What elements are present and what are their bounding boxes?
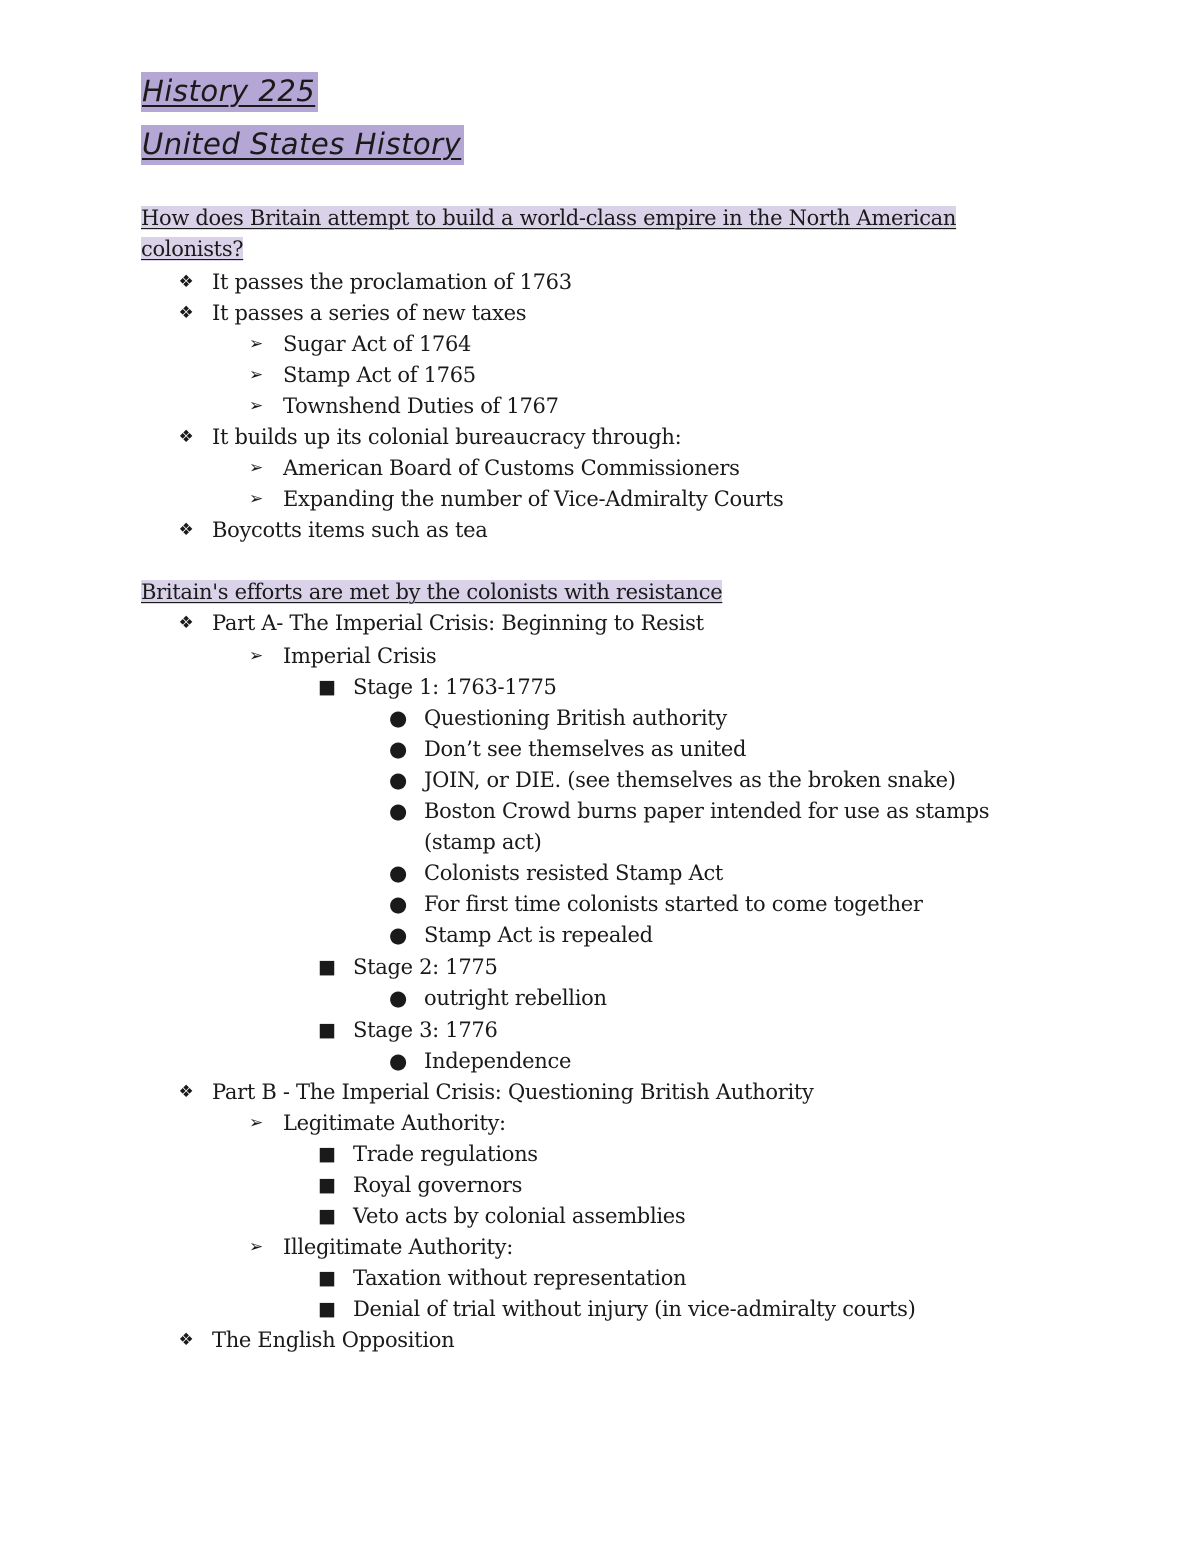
- dot-bullet-icon: ●: [388, 1049, 408, 1073]
- arrow-bullet-icon: ➢: [249, 1237, 263, 1257]
- diamond-bullet-icon: ❖: [178, 1082, 194, 1102]
- list-item-text: Townshend Duties of 1767: [283, 394, 559, 418]
- list-item-text: Stage 2: 1775: [353, 955, 498, 979]
- list-item-text: Part B - The Imperial Crisis: Questioning British Authority: [212, 1080, 814, 1104]
- section2-heading: [141, 577, 1001, 608]
- list-item-text: Veto acts by colonial assemblies: [353, 1204, 686, 1228]
- list-item-text: Don’t see themselves as united: [424, 737, 747, 761]
- square-bullet-icon: ■: [318, 956, 336, 978]
- diamond-bullet-icon: ❖: [178, 272, 194, 292]
- list-item-text: (stamp act): [424, 830, 542, 854]
- arrow-bullet-icon: ➢: [249, 334, 263, 354]
- square-bullet-icon: ■: [318, 1267, 336, 1289]
- diamond-bullet-icon: ❖: [178, 520, 194, 540]
- list-item-text: For first time colonists started to come together: [424, 892, 923, 916]
- list-item-text: JOIN, or DIE. (see themselves as the broken snake): [424, 768, 956, 792]
- arrow-bullet-icon: ➢: [249, 1113, 263, 1133]
- list-item-text: Stamp Act of 1765: [283, 363, 476, 387]
- list-item-text: Royal governors: [353, 1173, 523, 1197]
- list-item-text: It passes a series of new taxes: [212, 301, 527, 325]
- square-bullet-icon: ■: [318, 1174, 336, 1196]
- list-item-text: Imperial Crisis: [283, 644, 437, 668]
- square-bullet-icon: ■: [318, 676, 336, 698]
- dot-bullet-icon: ●: [388, 799, 408, 823]
- square-bullet-icon: ■: [318, 1019, 336, 1041]
- arrow-bullet-icon: ➢: [249, 365, 263, 385]
- list-item-text: Legitimate Authority:: [283, 1111, 506, 1135]
- square-bullet-icon: ■: [318, 1298, 336, 1320]
- diamond-bullet-icon: ❖: [178, 303, 194, 323]
- list-item-text: Trade regulations: [353, 1142, 538, 1166]
- dot-bullet-icon: ●: [388, 923, 408, 947]
- section1-heading: [141, 203, 1001, 265]
- section1-heading-line2: colonists?: [141, 237, 244, 261]
- list-item-text: Part A- The Imperial Crisis: Beginning to Resist: [212, 611, 704, 635]
- list-item-text: Colonists resisted Stamp Act: [424, 861, 724, 885]
- arrow-bullet-icon: ➢: [249, 646, 263, 666]
- list-item-text: outright rebellion: [424, 986, 607, 1010]
- list-item-text: Stage 1: 1763-1775: [353, 675, 557, 699]
- section2-heading-text: Britain's efforts are met by the colonists with resistance: [141, 580, 723, 604]
- list-item-text: Boston Crowd burns paper intended for use as stamps: [424, 799, 990, 823]
- arrow-bullet-icon: ➢: [249, 396, 263, 416]
- dot-bullet-icon: ●: [388, 768, 408, 792]
- dot-bullet-icon: ●: [388, 706, 408, 730]
- list-item-text: Independence: [424, 1049, 572, 1073]
- square-bullet-icon: ■: [318, 1143, 336, 1165]
- list-item-text: It builds up its colonial bureaucracy through:: [212, 425, 682, 449]
- section1-heading-line1: How does Britain attempt to build a world-class empire in the North American: [141, 206, 957, 230]
- course-name-title: United States History: [141, 125, 464, 165]
- course-code-title: History 225: [141, 72, 318, 112]
- diamond-bullet-icon: ❖: [178, 613, 194, 633]
- list-item-text: Stage 3: 1776: [353, 1018, 498, 1042]
- square-bullet-icon: ■: [318, 1205, 336, 1227]
- diamond-bullet-icon: ❖: [178, 1330, 194, 1350]
- dot-bullet-icon: ●: [388, 861, 408, 885]
- list-item-text: Taxation without representation: [353, 1266, 687, 1290]
- diamond-bullet-icon: ❖: [178, 427, 194, 447]
- list-item-text: American Board of Customs Commissioners: [283, 456, 740, 480]
- dot-bullet-icon: ●: [388, 986, 408, 1010]
- dot-bullet-icon: ●: [388, 892, 408, 916]
- arrow-bullet-icon: ➢: [249, 458, 263, 478]
- dot-bullet-icon: ●: [388, 737, 408, 761]
- list-item-text: It passes the proclamation of 1763: [212, 270, 572, 294]
- arrow-bullet-icon: ➢: [249, 489, 263, 509]
- list-item-text: Sugar Act of 1764: [283, 332, 472, 356]
- list-item-text: Stamp Act is repealed: [424, 923, 653, 947]
- list-item-text: Illegitimate Authority:: [283, 1235, 513, 1259]
- list-item-text: Expanding the number of Vice-Admiralty Courts: [283, 487, 784, 511]
- list-item-text: Questioning British authority: [424, 706, 727, 730]
- list-item-text: Boycotts items such as tea: [212, 518, 488, 542]
- list-item-text: Denial of trial without injury (in vice-admiralty courts): [353, 1297, 916, 1321]
- list-item-text: The English Opposition: [212, 1328, 455, 1352]
